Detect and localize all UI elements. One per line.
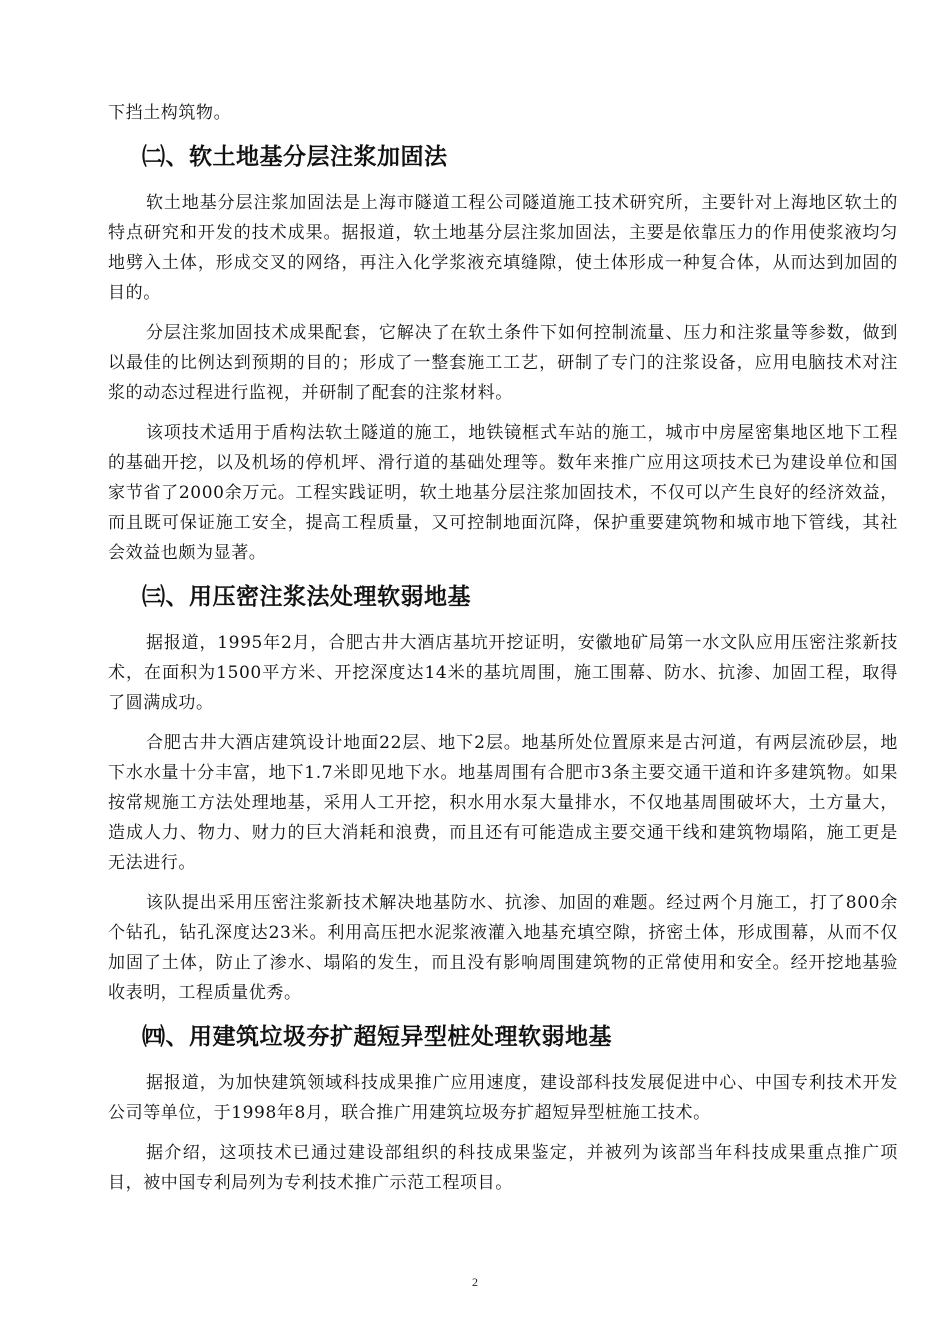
section-heading-3: ㈢、用压密注浆法处理软弱地基 (142, 583, 471, 610)
paragraph: 该项技术适用于盾构法软土隧道的施工，地铁镜框式车站的施工，城市中房屋密集地区地下工程的基础开挖，以及机场的停机坪、滑行道的基础处理等。数年来推广应用这项技术已为建设单位和国家节省了2000余万元。工程实践证明，软土地基分层注浆加固技术，不仅可以产生良好的经济效益，而且既可保证施工安全，提高工程质量，又可控制地面沉降，保护重要建筑物和城市地下管线，其社会效益也颇为显著。 (108, 423, 898, 563)
paragraph: 下挡土构筑物。 (108, 103, 232, 123)
paragraph: 分层注浆加固技术成果配套，它解决了在软土条件下如何控制流量、压力和注浆量等参数，做到以最佳的比例达到预期的目的；形成了一整套施工工艺，研制了专门的注浆设备，应用电脑技术对注浆的动态过程进行监视，并研制了配套的注浆材料。 (108, 323, 898, 403)
page-body (108, 98, 898, 1208)
paragraph: 合肥古井大酒店建筑设计地面22层、地下2层。地基所处位置原来是古河道，有两层流砂层，地下水水量十分丰富，地下1.7米即见地下水。地基周围有合肥市3条主要交通干道和许多建筑物。如果按常规施工方法处理地基，采用人工开挖，积水用水泵大量排水，不仅地基周围破坏大，土方量大，造成人力、物力、财力的巨大消耗和浪费，而且还有可能造成主要交通干线和建筑物塌陷，施工更是无法进行。 (108, 733, 898, 873)
paragraph: 据报道，为加快建筑领域科技成果推广应用速度，建设部科技发展促进中心、中国专利技术开发公司等单位，于1998年8月，联合推广用建筑垃圾夯扩超短异型桩施工技术。 (108, 1073, 898, 1123)
page-number: 2 (472, 1275, 478, 1289)
section-heading-2: ㈡、软土地基分层注浆加固法 (142, 143, 448, 170)
paragraph: 软土地基分层注浆加固法是上海市隧道工程公司隧道施工技术研究所，主要针对上海地区软土的特点研究和开发的技术成果。据报道，软土地基分层注浆加固法，主要是依靠压力的作用使浆液均匀地劈入土体，形成交叉的网络，再注入化学浆液充填缝隙，使土体形成一种复合体，从而达到加固的目的。 (108, 193, 898, 303)
paragraph: 该队提出采用压密注浆新技术解决地基防水、抗渗、加固的难题。经过两个月施工，打了800余个钻孔，钻孔深度达23米。利用高压把水泥浆液灌入地基充填空隙，挤密土体，形成围幕，从而不仅加固了土体，防止了渗水、塌陷的发生，而且没有影响周围建筑物的正常使用和安全。经开挖地基验收表明，工程质量优秀。 (108, 893, 898, 1003)
paragraph: 据报道，1995年2月，合肥古井大酒店基坑开挖证明，安徽地矿局第一水文队应用压密注浆新技术，在面积为1500平方米、开挖深度达14米的基坑周围，施工围幕、防水、抗渗、加固工程，取得了圆满成功。 (108, 633, 898, 713)
paragraph: 据介绍，这项技术已通过建设部组织的科技成果鉴定，并被列为该部当年科技成果重点推广项目，被中国专利局列为专利技术推广示范工程项目。 (108, 1143, 898, 1193)
section-heading-4: ㈣、用建筑垃圾夯扩超短异型桩处理软弱地基 (142, 1023, 612, 1050)
